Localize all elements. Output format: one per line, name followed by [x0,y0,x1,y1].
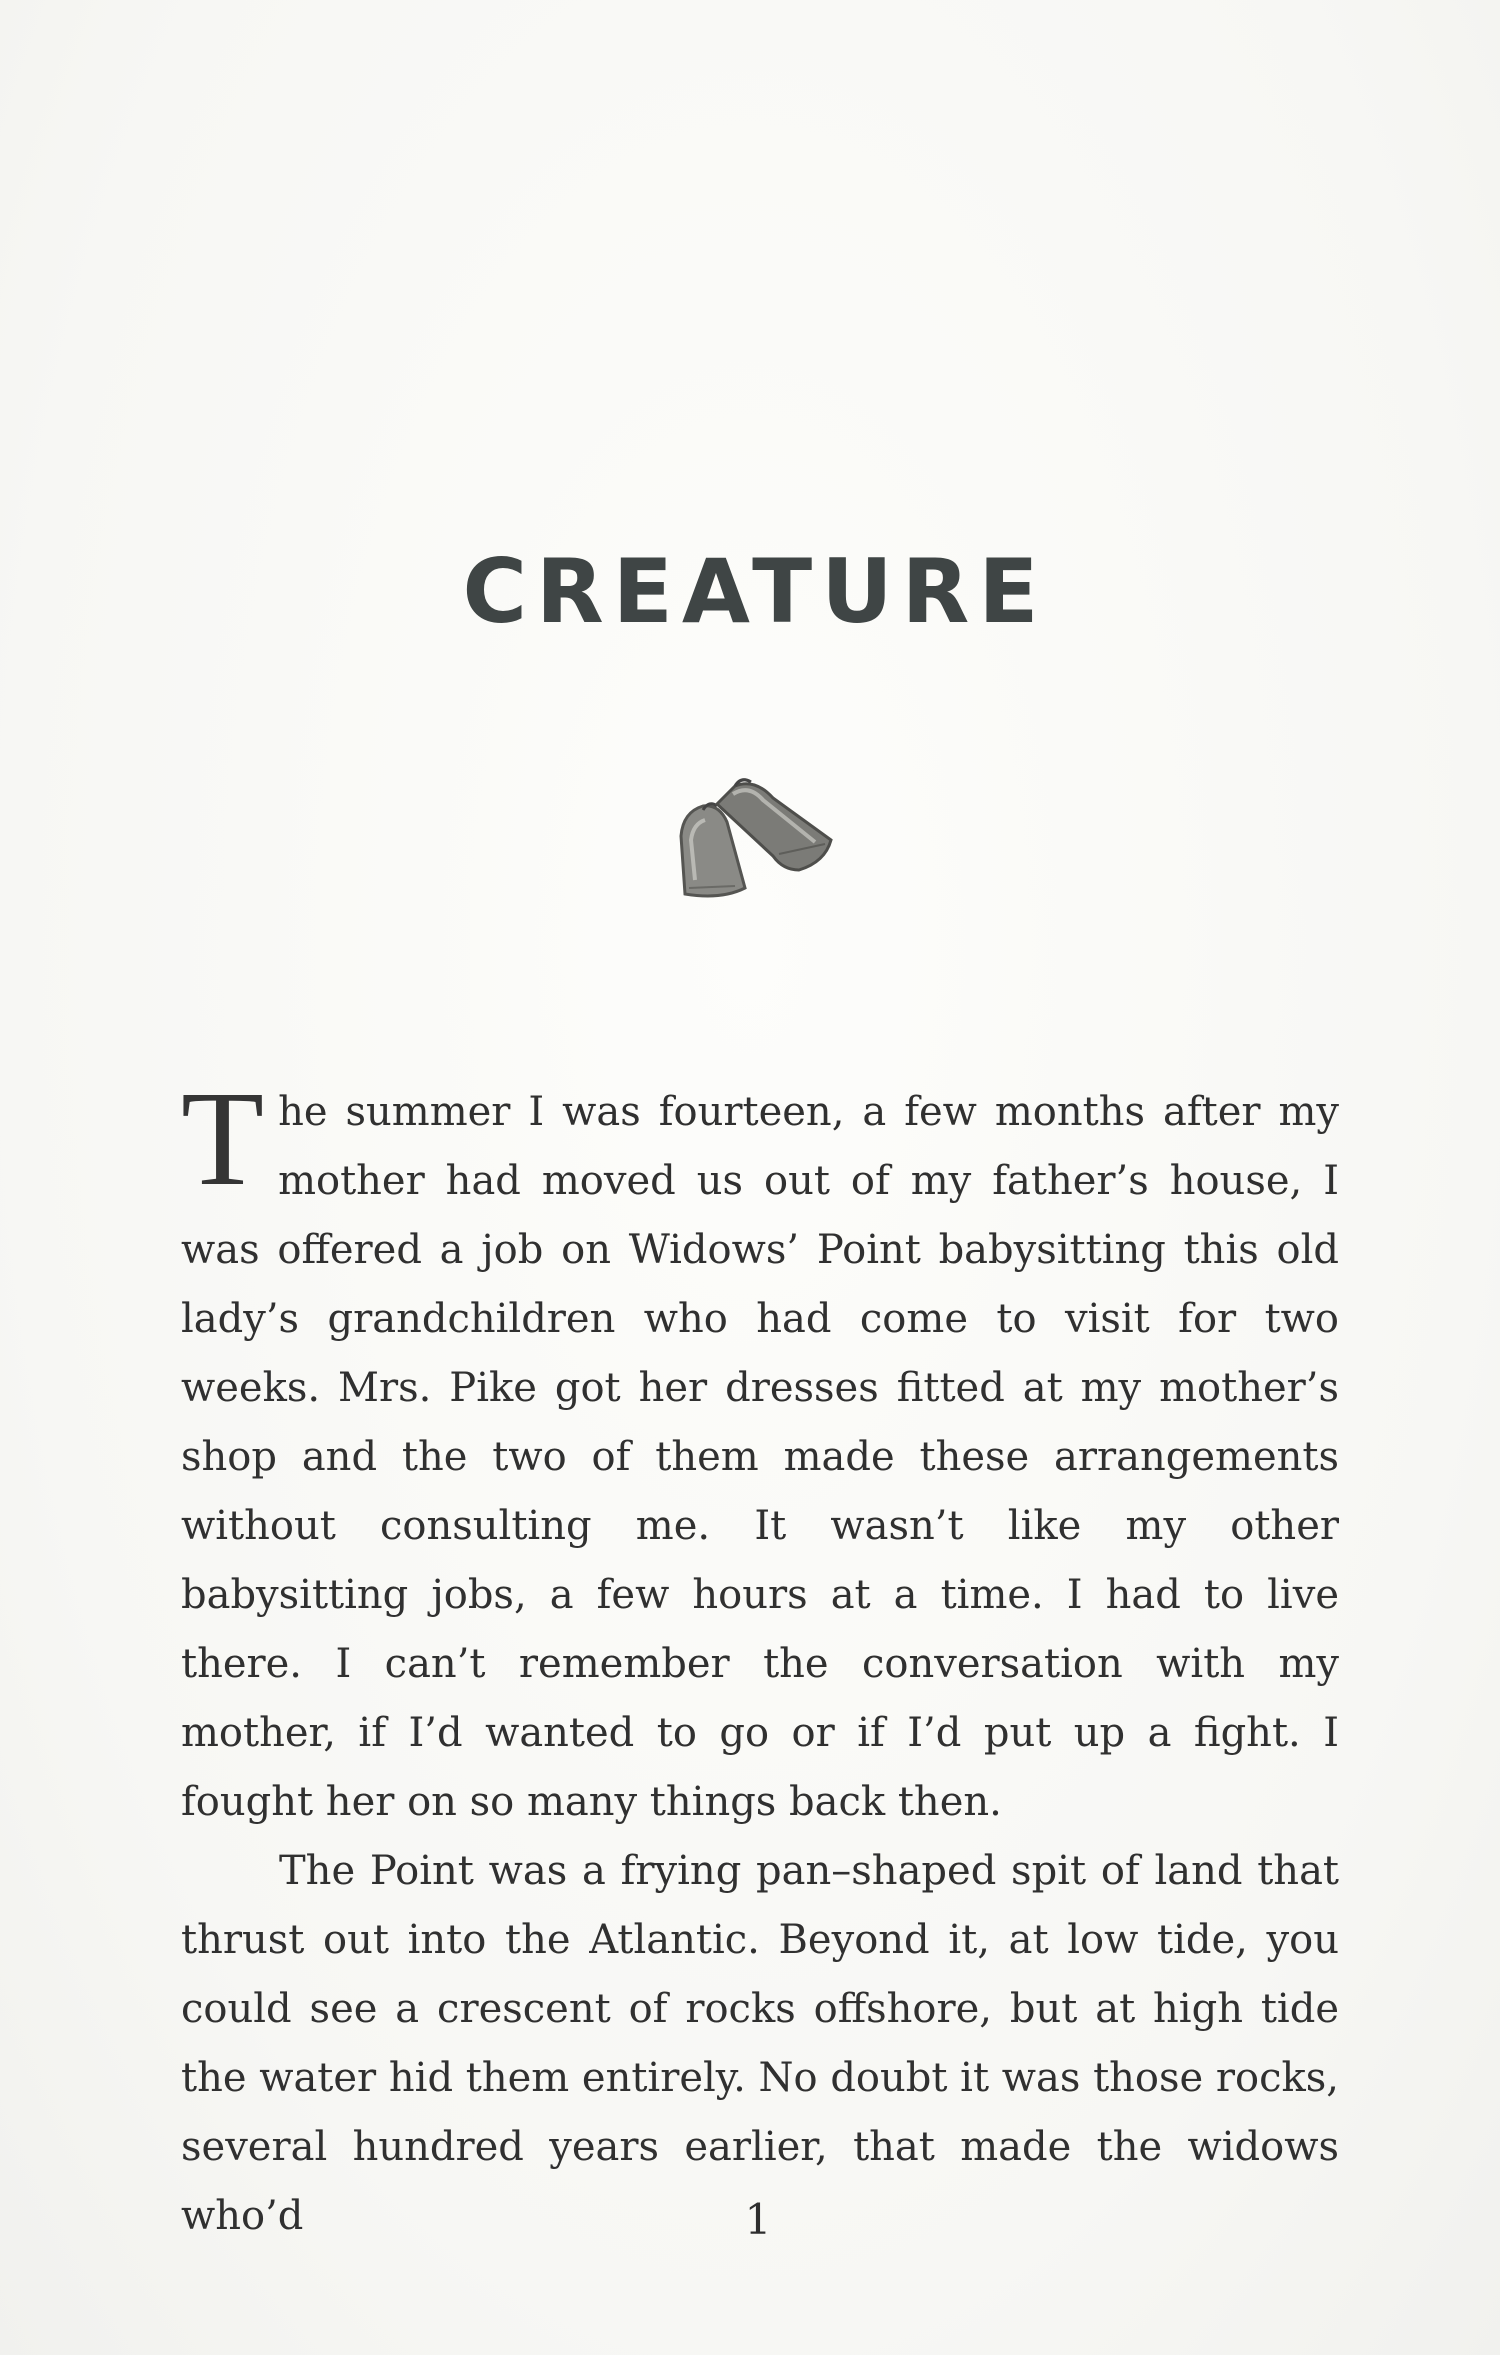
chapter-body [181,1064,1339,2251]
page-number: 1 [744,2195,772,2244]
flippers-icon [675,770,845,900]
chapter-title: CREATURE [462,540,1048,643]
paragraph-1-text: he summer I was fourteen, a few months after my mother had moved us out of my father’s house, I was offered a job on Widows’ Point babysitting this old lady’s grandchildren who had come to visit for two weeks. Mrs. Pike got her dresses fitted at my mother’s shop and the two of them made these arrangements without consulting me. It wasn’t like my other babysitting jobs, a few hours at a time. I had to live there. I can’t remember the conversation with my mother, if I’d wanted to go or if I’d put up a fight. I fought her on so many things back then. [181,1089,1339,1825]
paragraph-2: The Point was a frying pan–shaped spit of land that thrust out into the Atlantic. Beyond it, at low tide, you could see a crescent of rocks offshore, but at high tide the water hid them entirely. No doubt it was those rocks, several hundred years earlier, that made the widows who’d [181,1848,1339,2239]
paragraph-1 [181,1064,1339,1837]
drop-cap: T [181,1064,265,1214]
